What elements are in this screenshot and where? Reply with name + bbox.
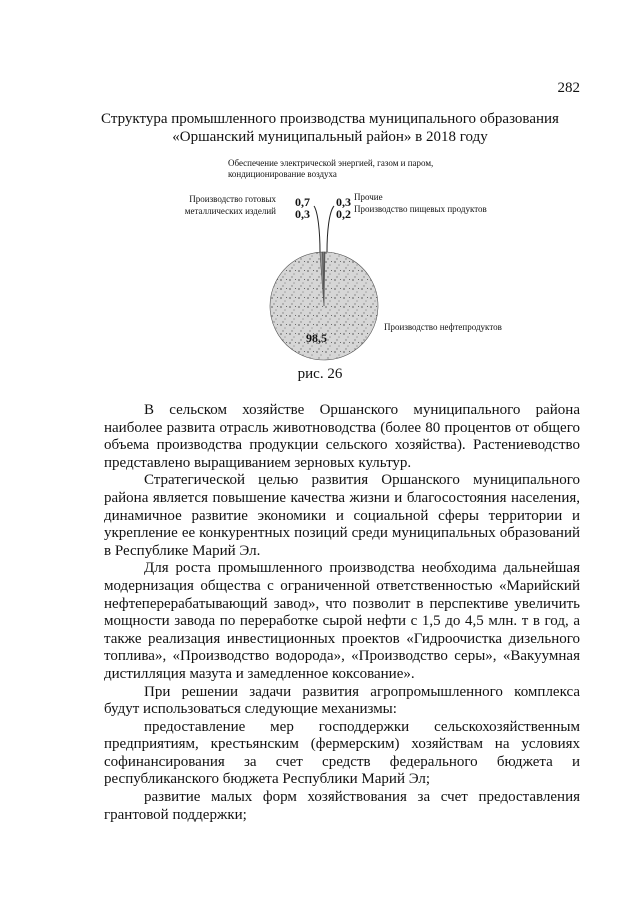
leader-line-2 xyxy=(327,206,334,252)
paragraph-6: развитие малых форм хозяйствования за счет предоставления грантовой поддержки; xyxy=(104,789,580,823)
page-number: 282 xyxy=(557,80,580,96)
category-label-2-line-1: Производство готовых xyxy=(189,194,276,204)
value-label-5: 0,2 xyxy=(336,207,351,221)
category-label-2-line-2: металлических изделий xyxy=(184,206,276,216)
page-title xyxy=(60,110,600,146)
value-label-4: 0,3 xyxy=(336,195,351,209)
leader-line-1 xyxy=(314,206,320,252)
paragraph-4: При решении задачи развития агропромышленного комплекса будут использоваться следующие механизмы: xyxy=(104,683,580,718)
paragraph-5: предоставление мер господдержки сельскохозяйственным предприятиям, крестьянским (фермерским) хозяйствам на условиях софинансирования за счет средств федерального бюджета и республиканского бюджета Республики Марий Эл; xyxy=(104,718,580,788)
category-label-3-line-1: Обеспечение электрической энергией, газом и паром, xyxy=(228,158,434,168)
value-label-2: 0,7 xyxy=(295,195,310,209)
value-label-1: 98,5 xyxy=(306,331,327,345)
pie-chart xyxy=(180,152,540,364)
paragraph-3: Для роста промышленного производства необходима дальнейшая модернизация общества с ограниченной ответственностью «Марийский нефтеперерабатывающий завод», что позволит в перспективе увеличить мощности завода по переработке сырой нефти с 1,5 до 4,5 млн. т в год, а также реализация инвестиционных проектов «Гидроочистка дизельного топлива», «Производство водорода», «Производство серы», «Вакуумная дистилляция мазута и замедленное коксование». xyxy=(104,560,580,682)
title-line-2: «Оршанский муниципальный район» в 2018 году xyxy=(172,129,488,145)
title-line-1: Структура промышленного производства муниципального образования xyxy=(101,111,559,127)
figure-caption: рис. 26 xyxy=(297,366,343,382)
category-label-3-line-2: кондиционирование воздуха xyxy=(228,169,337,179)
category-label-4-line-1: Прочие xyxy=(354,192,383,202)
body-text xyxy=(104,402,580,824)
paragraph-2: Стратегической целью развития Оршанского муниципального района является повышение качества жизни и благосостояния населения, динамичное развитие экономики и социальной сферы территории и укрепление ее конкурентных позиций среди муниципальных образований в Республике Марий Эл. xyxy=(104,472,580,559)
value-label-3: 0,3 xyxy=(295,207,310,221)
category-label-1-line-1: Производство нефтепродуктов xyxy=(384,322,502,332)
category-label-5-line-1: Производство пищевых продуктов xyxy=(354,204,487,214)
paragraph-1: В сельском хозяйстве Оршанского муниципального района наиболее развита отрасль животноводства (более 80 процентов от общего объема производства продукции сельского хозяйства). Растениеводство представлено выращиванием зерновых культур. xyxy=(104,402,580,471)
